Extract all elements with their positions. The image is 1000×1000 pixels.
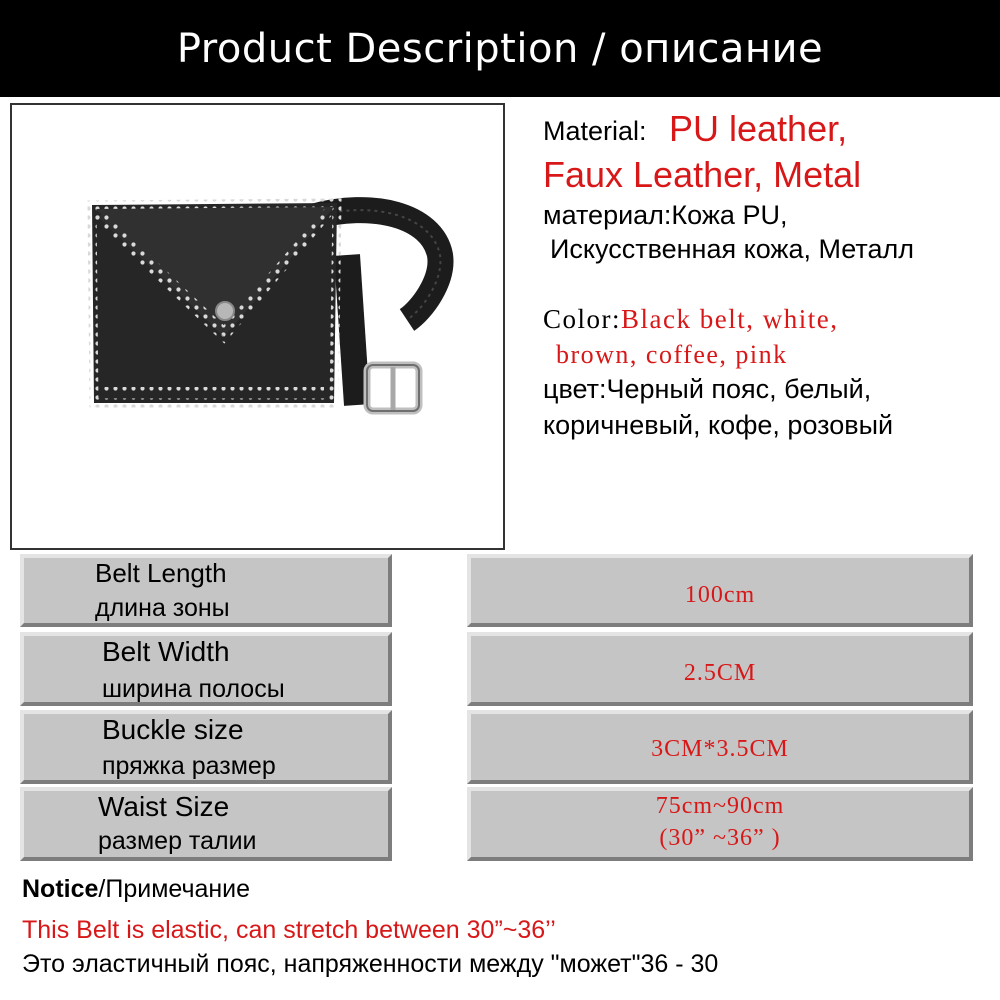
notice-title: Notice: [22, 875, 99, 903]
material-value-line-2: Faux Leather, Metal: [543, 154, 862, 195]
spec-label-en: Waist Size: [98, 791, 230, 822]
studded-belt-bag-image: [12, 105, 503, 548]
spec-value-cell: [467, 554, 973, 627]
color-ru-line-1: цвет:Черный пояс, белый,: [543, 374, 872, 404]
spec-value-cell: [467, 787, 973, 861]
color-ru-line-2: коричневый, кофе, розовый: [543, 410, 894, 440]
spec-label-cell: [20, 710, 392, 784]
spec-value: 100cm: [684, 582, 756, 608]
spec-value: 3CM*3.5CM: [651, 736, 789, 762]
notice-title-ru: /Примечание: [98, 875, 251, 903]
material-ru-line-2: Искусственная кожа, Металл: [550, 234, 915, 264]
material-ru-line-1: материал:Кожа PU,: [543, 200, 788, 230]
notice-heading: [22, 875, 250, 904]
spec-label-en: Belt Width: [102, 636, 230, 667]
spec-label-cell: [20, 632, 392, 706]
material-label: Material:: [543, 116, 647, 146]
product-photo: [10, 103, 505, 550]
color-heading: [543, 304, 838, 335]
notice-text-ru: Это эластичный пояс, напряженности между "может"36 - 30: [22, 950, 719, 978]
notice-text-en: This Belt is elastic, can stretch between 30”~36’’: [22, 916, 556, 944]
color-value-line-2: brown, coffee, pink: [556, 340, 788, 369]
spec-value-cell: [467, 710, 973, 784]
spec-label-en: Buckle size: [102, 714, 244, 745]
spec-label-ru: размер талии: [98, 827, 257, 855]
spec-label-ru: ширина полосы: [102, 675, 285, 703]
page-title: Product Description / описание: [0, 0, 1000, 97]
spec-label-ru: длина зоны: [95, 594, 230, 622]
spec-label-ru: пряжка размер: [102, 752, 276, 780]
spec-label-en: Belt Length: [95, 558, 227, 588]
color-value-line-1: Black belt, white,: [621, 304, 839, 334]
spec-value: 2.5CM: [683, 660, 757, 686]
spec-value-line-2: (30” ~36” ): [659, 825, 781, 851]
spec-value-cell: [467, 632, 973, 706]
spec-label-cell: [20, 787, 392, 861]
spec-value: 75cm~90cm: [655, 793, 785, 819]
spec-label-cell: [20, 554, 392, 627]
color-label: Color:: [543, 304, 622, 334]
material-value-line-1: PU leather,: [669, 108, 848, 149]
